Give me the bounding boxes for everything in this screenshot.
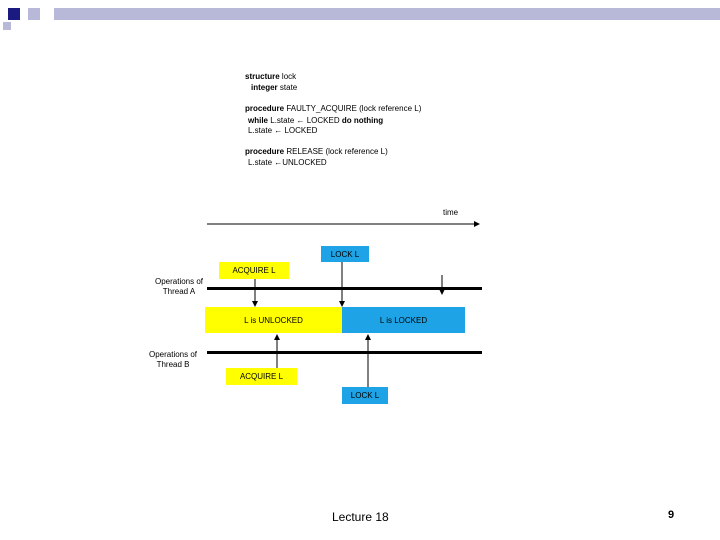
thread-b-label: Operations of Thread B [149, 350, 198, 369]
lock-label-b: LOCK L [350, 391, 380, 400]
acquire-box-thread-b [226, 368, 297, 385]
state-unlocked-bar [205, 307, 342, 333]
code-line-4: while L.state ← LOCKED do nothing [248, 116, 384, 125]
time-label: time [443, 208, 459, 217]
acquire-label-b: ACQUIRE L [239, 372, 284, 381]
footer-lecture: Lecture 18 [332, 510, 389, 524]
lock-box-thread-a [321, 246, 369, 262]
code-line-2: integer state [251, 83, 298, 92]
code-line-1: structure lock [245, 72, 297, 81]
state-locked-label: L is LOCKED [379, 315, 428, 325]
code-line-5: L.state ← LOCKED [248, 126, 318, 135]
state-locked-bar [342, 307, 465, 333]
thread-b-timeline [207, 351, 482, 354]
state-unlocked-label: L is UNLOCKED [244, 315, 303, 325]
acquire-box-thread-a [219, 262, 289, 279]
lock-box-thread-b [342, 387, 388, 404]
lock-label-a: LOCK L [330, 249, 360, 259]
code-line-7: L.state ←UNLOCKED [248, 158, 327, 167]
acquire-label-a: ACQUIRE L [232, 266, 276, 275]
code-line-6: procedure RELEASE (lock reference L) [245, 147, 388, 156]
code-line-3: procedure FAULTY_ACQUIRE (lock reference L) [245, 104, 422, 113]
thread-a-timeline [207, 287, 482, 290]
thread-a-label: Operations of Thread A [155, 277, 204, 296]
page-number: 9 [668, 509, 675, 521]
